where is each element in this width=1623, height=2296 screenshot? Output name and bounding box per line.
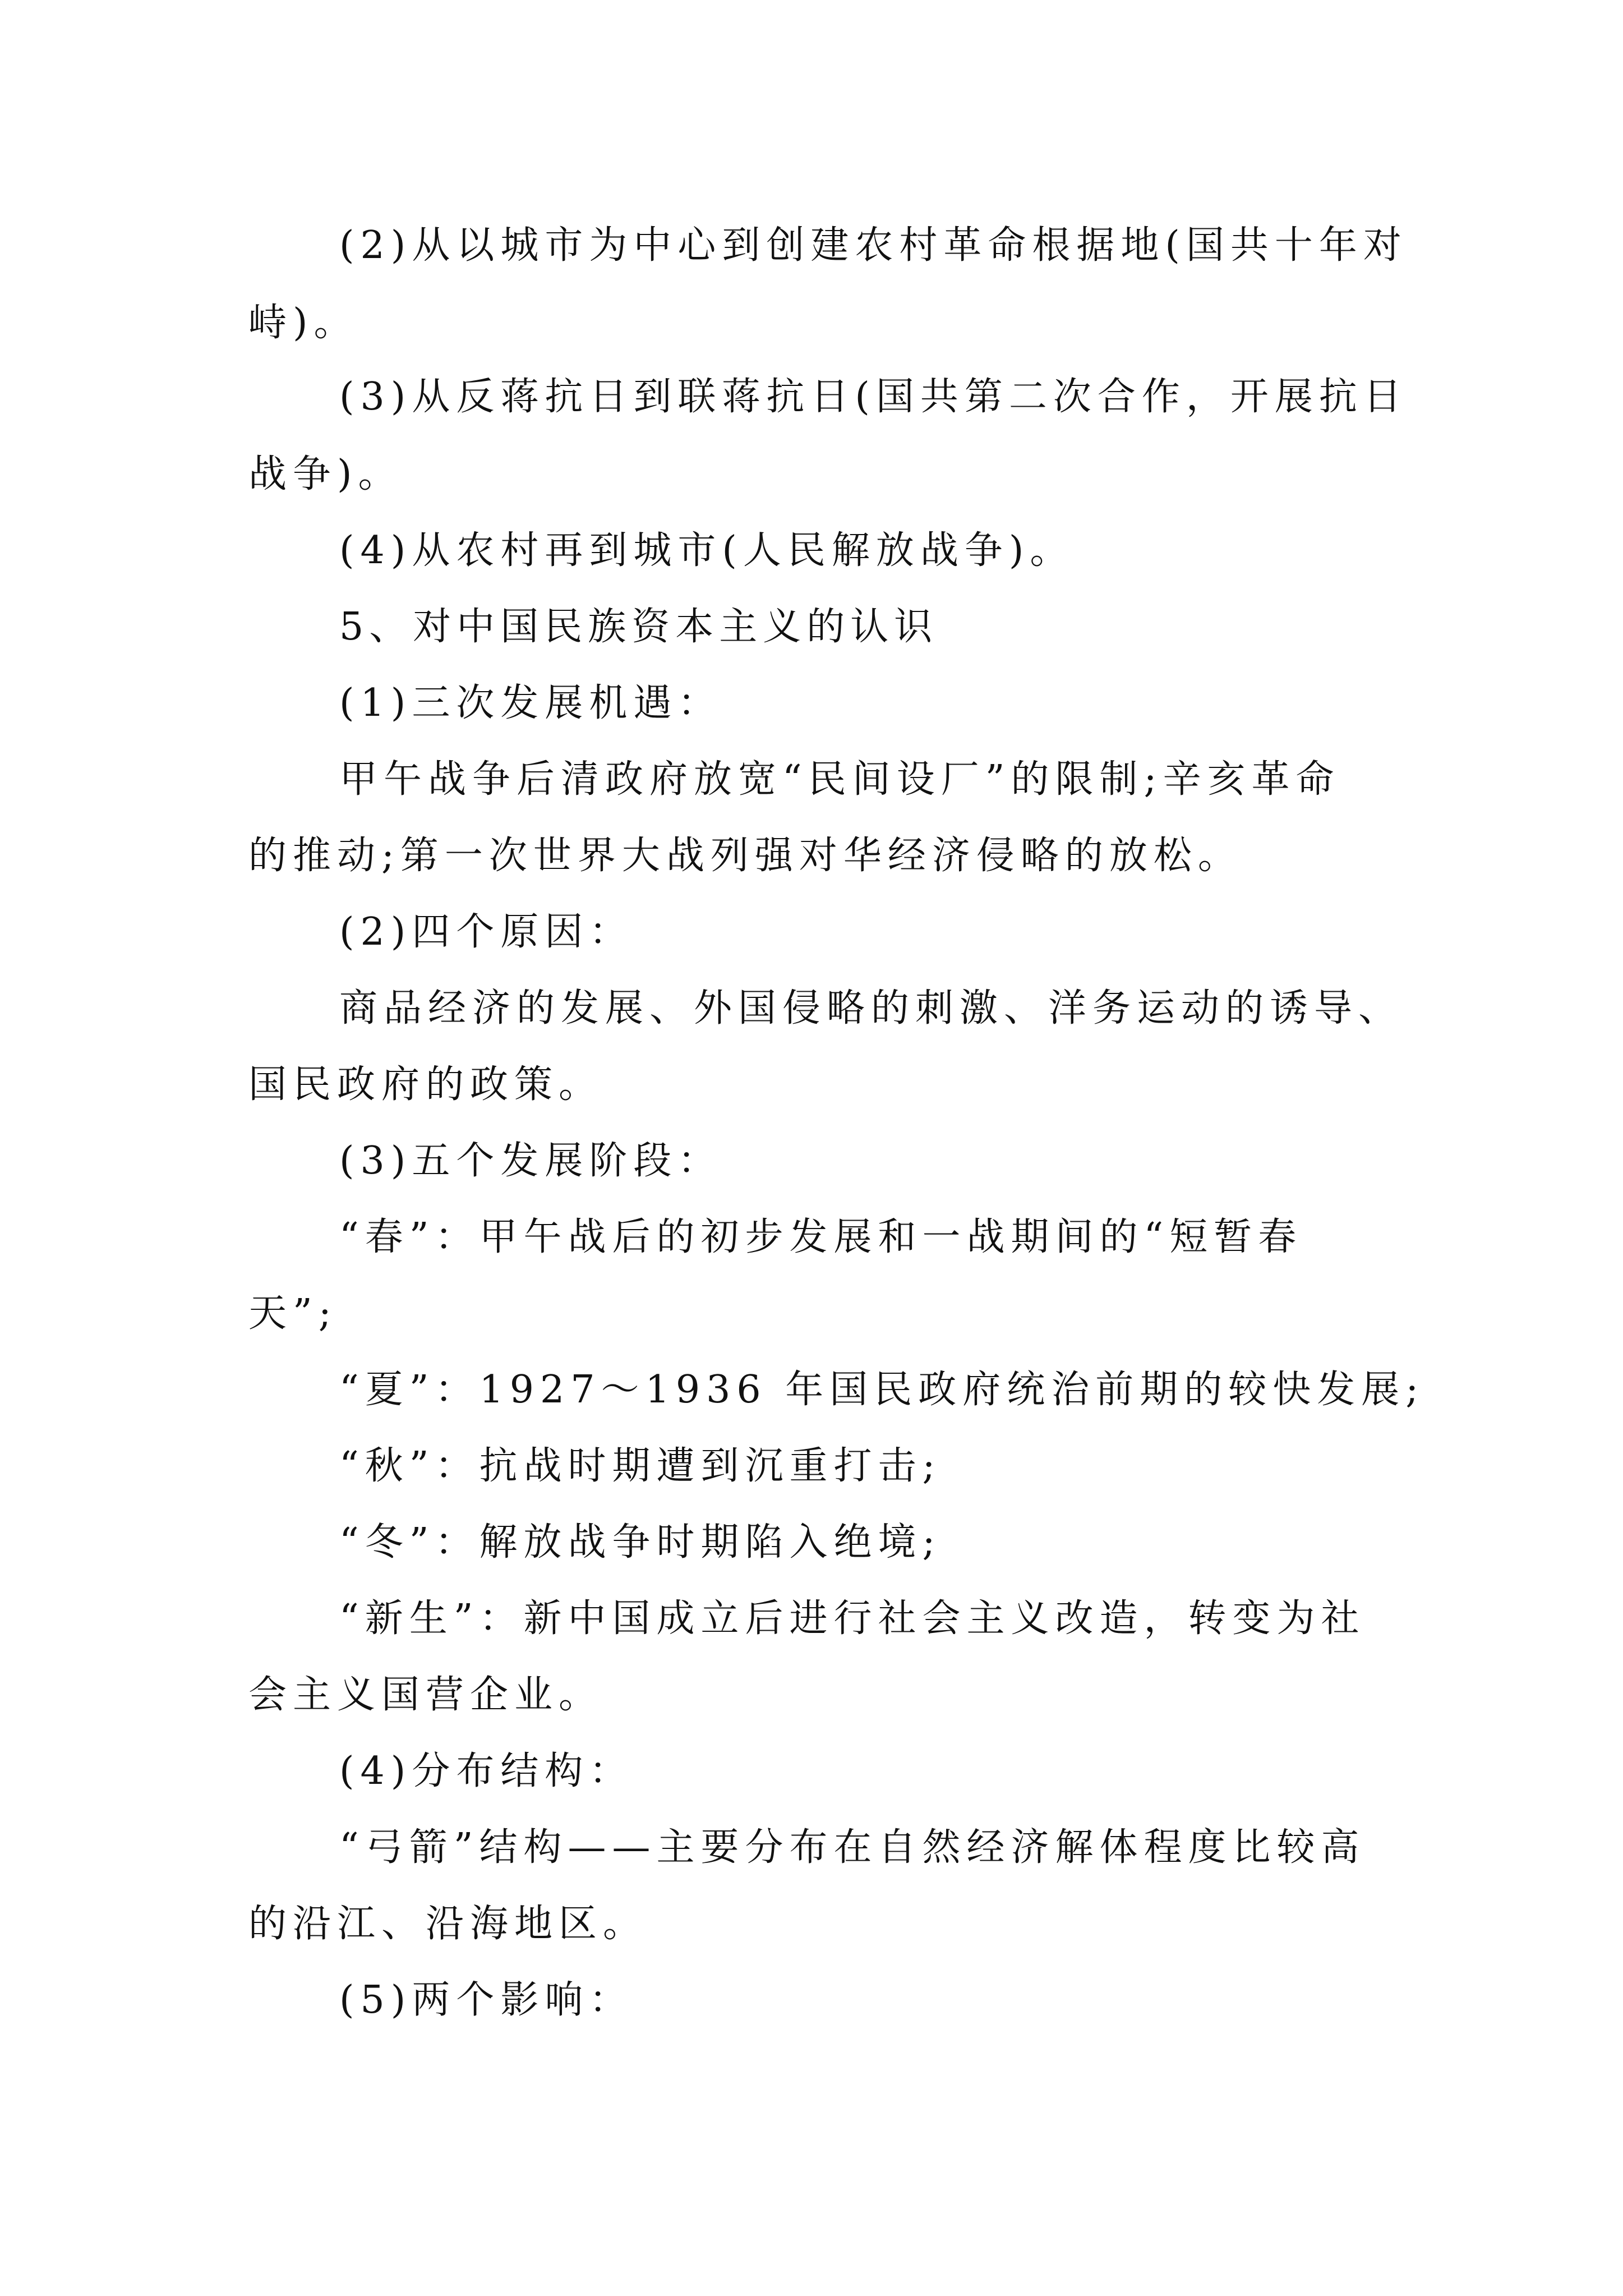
text-line: 的沿江、沿海地区。 <box>248 1902 648 1946</box>
text-line: (3)五个发展阶段： <box>339 1139 722 1183</box>
text-line: (1)三次发展机遇： <box>339 681 722 725</box>
text-line: 战争)。 <box>248 452 403 496</box>
text-line: “秋”：抗战时期遭到沉重打击; <box>339 1444 942 1488</box>
section-heading: 5、对中国民族资本主义的认识 <box>339 605 938 649</box>
text-line: “冬”：解放战争时期陷入绝境; <box>339 1520 942 1565</box>
text-line: “春”：甲午战后的初步发展和一战期间的“短暂春 <box>339 1215 1303 1259</box>
text-line: (2)四个原因： <box>339 910 634 954</box>
text-line: (5)两个影响： <box>339 1978 634 2022</box>
text-line: 商品经济的发展、外国侵略的刺激、洋务运动的诱导、 <box>339 986 1403 1030</box>
text-line: (4)分布结构： <box>339 1749 634 1793</box>
text-line: 天”; <box>248 1291 338 1336</box>
text-line: 峙)。 <box>248 301 358 345</box>
text-line: “夏”：1927～1936 年国民政府统治前期的较快发展; <box>339 1368 1425 1412</box>
text-line: (4)从农村再到城市(人民解放战争)。 <box>339 528 1075 573</box>
text-line: 会主义国营企业。 <box>248 1673 603 1717</box>
text-line: 国民政府的政策。 <box>248 1062 603 1107</box>
text-line: 甲午战争后清政府放宽“民间设厂”的限制;辛亥革命 <box>339 757 1340 802</box>
text-line: (2)从以城市为中心到创建农村革命根据地(国共十年对 <box>339 223 1408 268</box>
text-line: 的推动;第一次世界大战列强对华经济侵略的放松。 <box>248 834 1242 878</box>
text-line: “弓箭”结构——主要分布在自然经济解体程度比较高 <box>339 1825 1366 1870</box>
text-line: “新生”：新中国成立后进行社会主义改造，转变为社 <box>339 1596 1366 1641</box>
text-line: (3)从反蒋抗日到联蒋抗日(国共第二次合作，开展抗日 <box>339 375 1408 419</box>
